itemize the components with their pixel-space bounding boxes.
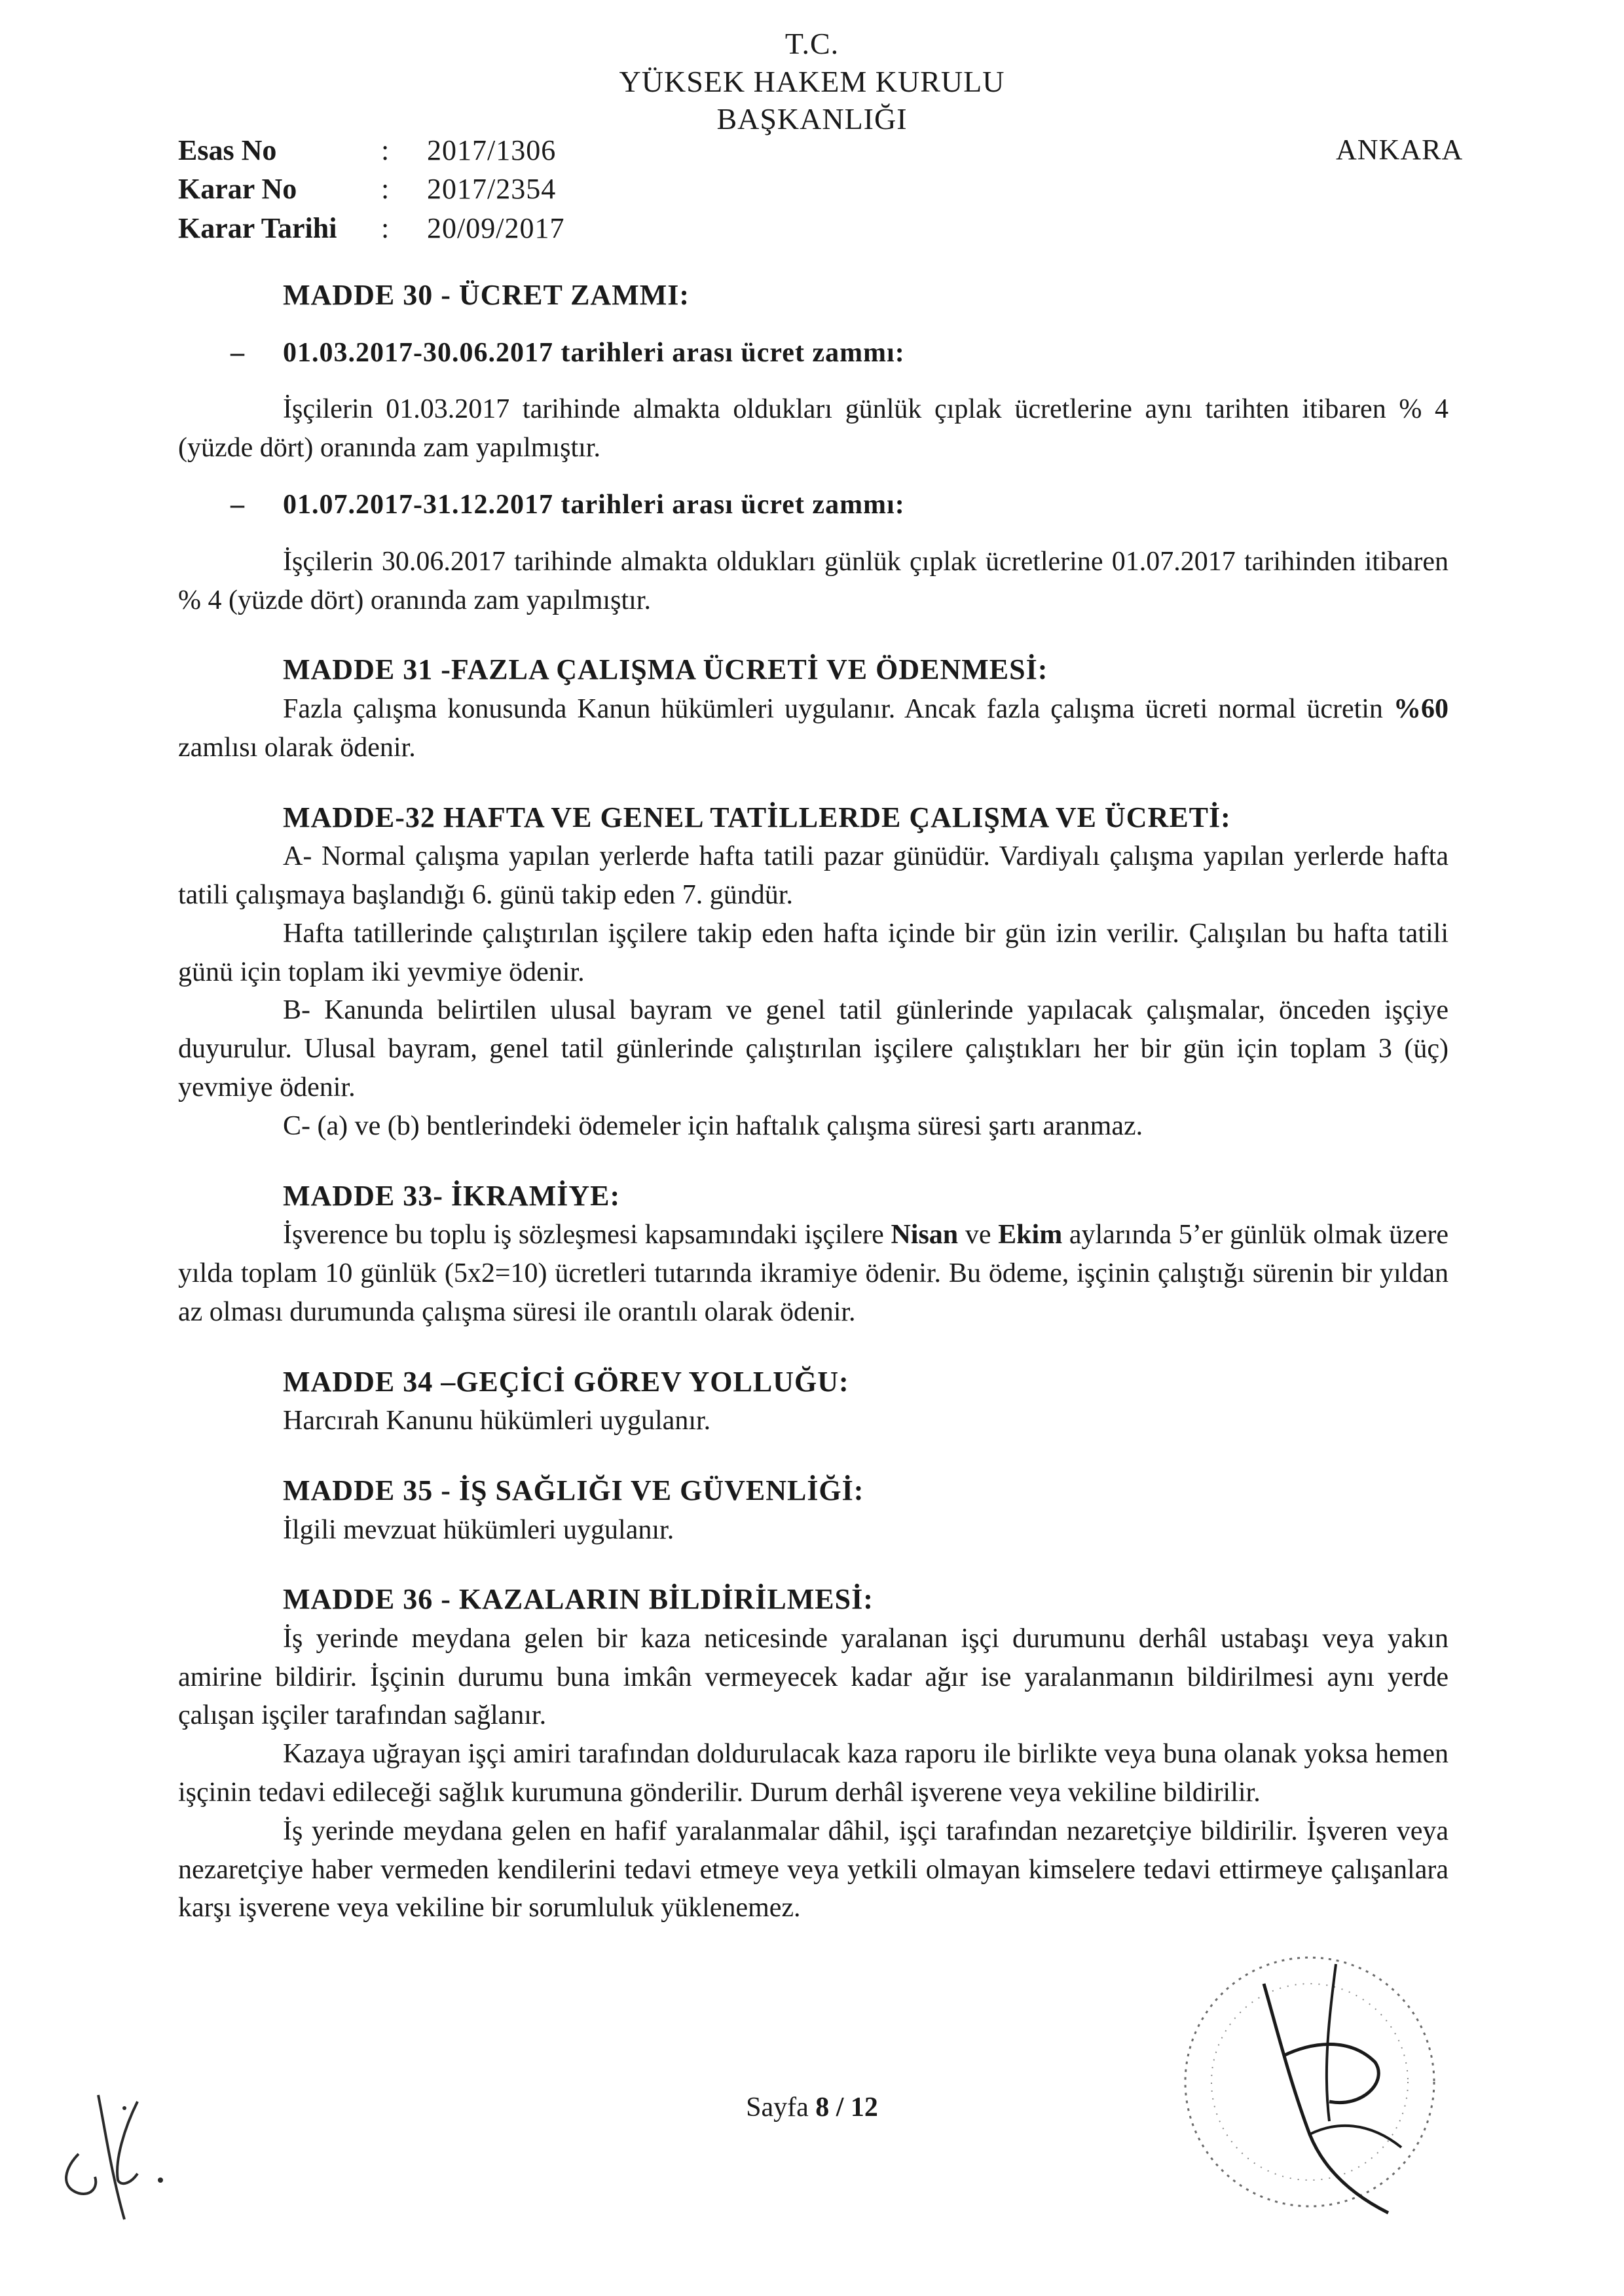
city-label: ANKARA	[1336, 134, 1464, 166]
karar-value: 2017/2354	[427, 173, 557, 206]
page-label: Sayfa	[746, 2092, 816, 2123]
madde-32-title: MADDE-32 HAFTA VE GENEL TATİLLERDE ÇALIŞMA VE ÜCRETİ:	[283, 801, 1231, 833]
madde-30-title: MADDE 30 - ÜCRET ZAMMI:	[283, 279, 690, 311]
tarih-label: Karar Tarihi	[178, 211, 337, 244]
madde-30-paragraph-1: İşçilerin 01.03.2017 tarihinde almakta oldukları günlük çıplak ücretlerine aynı tarihten itibaren % 4 (yüzde dört) oranında zam yapılmıştır.	[178, 394, 1449, 464]
esas-row	[178, 131, 564, 170]
esas-label: Esas No	[178, 134, 277, 166]
madde-32-paragraph-b: B- Kanunda belirtilen ulusal bayram ve genel tatil günlerinde yapılacak çalışmalar, önceden işçiye duyurulur. Ulusal bayram, genel tatil günlerinde çalıştırılan işçilere çalıştıkları her bir gün için toplam 3 (üç) yevmiye ödenir.	[178, 995, 1449, 1102]
madde-31-title: MADDE 31 -FAZLA ÇALIŞMA ÜCRETİ VE ÖDENMESİ:	[283, 653, 1048, 686]
tarih-colon: :	[381, 211, 390, 244]
madde-36-paragraph-1: İş yerinde meydana gelen bir kaza neticesinde yaralanan işçi durumunu derhâl ustabaşı veya yakın amirine bildirir. İşçinin durumu buna imkân vermeyecek kadar ağır ise yaralanmanın bildirilmesi aynı yerde çalışan işçiler tarafından sağlanır.	[178, 1623, 1449, 1731]
karar-colon: :	[381, 173, 390, 206]
madde-30-subhead-2-text: 01.07.2017-31.12.2017 tarihleri arası ücret zammı:	[283, 489, 905, 520]
madde-32-paragraph-a2: Hafta tatillerinde çalıştırılan işçilere takip eden hafta içinde bir gün izin verilir. Çalışılan bu hafta tatili günü için toplam iki yevmiye ödenir.	[178, 918, 1449, 987]
tarih-value: 20/09/2017	[427, 211, 565, 244]
dash-2: –	[231, 489, 245, 520]
madde-35-title: MADDE 35 - İŞ SAĞLIĞI VE GÜVENLİĞİ:	[283, 1474, 864, 1506]
letterhead-tc: T.C.	[784, 27, 840, 60]
madde-34-paragraph: Harcırah Kanunu hükümleri uygulanır.	[283, 1406, 711, 1436]
esas-value: 2017/1306	[427, 134, 557, 166]
madde-33-text-c: ve	[958, 1220, 999, 1250]
madde-34-title: MADDE 34 –GEÇİCİ GÖREV YOLLUĞU:	[283, 1365, 849, 1398]
esas-colon: :	[381, 134, 390, 166]
madde-35-paragraph: İlgili mevzuat hükümleri uygulanır.	[283, 1514, 674, 1545]
madde-31-rate: %60	[1393, 693, 1449, 724]
madde-30-paragraph-2: İşçilerin 30.06.2017 tarihinde almakta oldukları günlük çıplak ücretlerine 01.07.2017 tarihinden itibaren % 4 (yüzde dört) oranında zam yapılmıştır.	[178, 546, 1449, 615]
madde-32-paragraph-c: C- (a) ve (b) bentlerindeki ödemeler için haftalık çalışma süresi şartı aranmaz.	[283, 1110, 1143, 1141]
madde-36-paragraph-3: İş yerinde meydana gelen en hafif yaralanmalar dâhil, işçi tarafından nezaretçiye bildirilir. İşveren veya nezaretçiye haber vermeden kendilerini tedavi etmeye veya yetkili olmayan kimselere tedavi ettirmeye çalışanlara karşı işverene veya vekiline bir sorumluluk yüklenemez.	[178, 1815, 1449, 1923]
madde-30-subhead-1-text: 01.03.2017-30.06.2017 tarihleri arası ücret zammı:	[283, 337, 905, 368]
letterhead-institution: YÜKSEK HAKEM KURULU	[619, 64, 1005, 98]
page-total: 12	[850, 2092, 878, 2123]
madde-33-text-a: İşverence bu toplu iş sözleşmesi kapsamındaki işçilere	[283, 1220, 891, 1250]
page-number: 8	[815, 2092, 830, 2123]
madde-31-paragraph	[178, 690, 1449, 767]
case-meta	[178, 131, 564, 247]
madde-32-paragraph-a: A- Normal çalışma yapılan yerlerde hafta tatili pazar günüdür. Vardiyalı çalışma yapılan yerlerde hafta tatili çalışmaya başlandığı 6. günü takip eden 7. gündür.	[178, 841, 1449, 910]
letterhead-office: BAŞKANLIĞI	[716, 102, 908, 136]
madde-33-month-2: Ekim	[998, 1220, 1063, 1250]
madde-36-paragraph-2: Kazaya uğrayan işçi amiri tarafından doldurulacak kaza raporu ile birlikte veya buna olanak yoksa hemen işçinin tedavi edileceği sağlık kurumuna gönderilir. Durum derhâl işverene veya vekiline bildirilir.	[178, 1739, 1449, 1808]
madde-30-subhead-1	[178, 334, 1449, 373]
official-stamp-signature	[1113, 1886, 1480, 2252]
initials-signature	[39, 2056, 210, 2226]
madde-31-text-c: zamlısı olarak ödenir.	[178, 732, 416, 763]
tarih-row	[178, 209, 564, 247]
madde-33-month-1: Nisan	[891, 1220, 959, 1250]
madde-33-title: MADDE 33- İKRAMİYE:	[283, 1179, 621, 1212]
karar-row	[178, 170, 564, 208]
madde-33-text-e: aylarında 5’er günlük olmak üzere yılda toplam 10 günlük (5x2=10) ücretleri tutarında ikramiye ödenir. Bu ödeme, işçinin çalıştığı sürenin bir yıldan az olması durumunda çalışma süresi ile orantılı olarak ödenir.	[178, 1220, 1449, 1327]
dash-1: –	[231, 337, 245, 368]
karar-label: Karar No	[178, 173, 297, 206]
document-body	[178, 275, 1449, 1927]
page-separator: /	[829, 2092, 851, 2123]
madde-30-subhead-2	[178, 486, 1449, 524]
letterhead	[0, 25, 1624, 138]
madde-33-paragraph	[178, 1216, 1449, 1331]
madde-36-title: MADDE 36 - KAZALARIN BİLDİRİLMESİ:	[283, 1583, 874, 1616]
madde-31-text-a: Fazla çalışma konusunda Kanun hükümleri uygulanır. Ancak fazla çalışma ücreti normal ücretin	[283, 693, 1393, 724]
